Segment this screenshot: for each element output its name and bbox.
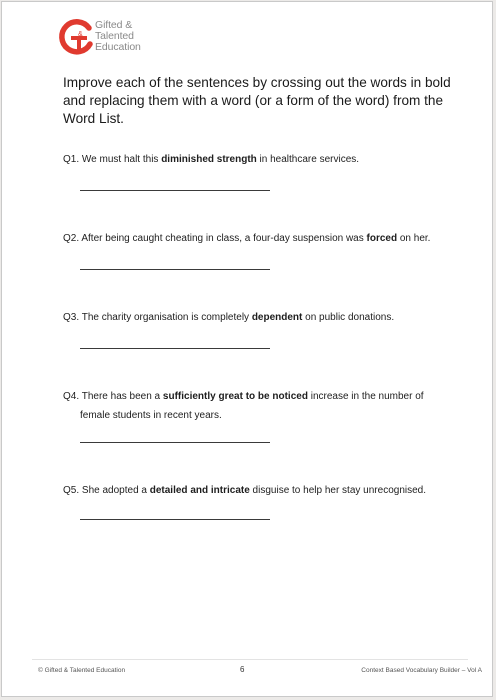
answer-line-1[interactable]: [80, 190, 270, 191]
answer-line-3[interactable]: [80, 348, 270, 349]
question-text-after: disguise to help her stay unrecognised.: [249, 485, 427, 496]
footer-divider: [32, 659, 468, 660]
svg-text:&: &: [78, 31, 83, 38]
question-bold-phrase: detailed and intricate: [149, 485, 250, 496]
instructions: Improve each of the sentences by crossing out the words in bold and replacing them with a word (or a form of the word) from the Word List.: [63, 75, 451, 126]
logo-line-1: Gifted &: [95, 19, 133, 31]
answer-line-2[interactable]: [80, 269, 270, 270]
page-number: 6: [240, 665, 245, 674]
question-text-after: in healthcare services.: [256, 154, 360, 165]
question-3: [63, 308, 394, 327]
question-text-before: We must halt this: [81, 154, 162, 165]
footer-copyright: © Gifted & Talented Education: [38, 667, 126, 674]
answer-line-5[interactable]: [80, 519, 270, 520]
question-text-after: on her.: [397, 233, 431, 244]
question-text-before: There has been a: [81, 391, 163, 402]
logo-line-2: Talented: [95, 30, 134, 42]
question-bold-phrase: diminished strength: [161, 154, 257, 165]
question-number: Q3.: [63, 312, 80, 323]
question-text-before: She adopted a: [81, 485, 150, 496]
question-number: Q2.: [63, 233, 80, 244]
logo-line-3: Education: [95, 41, 141, 53]
answer-line-4[interactable]: [80, 442, 270, 443]
logo: [56, 18, 146, 60]
question-text-before: The charity organisation is completely: [81, 312, 252, 323]
question-text-after: on public donations.: [302, 312, 395, 323]
question-number: Q1.: [63, 154, 80, 165]
question-text-after: increase in the number of: [307, 391, 424, 402]
logo-wordmark: [95, 20, 141, 53]
question-bold-phrase: sufficiently great to be noticed: [162, 391, 308, 402]
question-bold-phrase: forced: [366, 233, 398, 244]
question-1: [63, 150, 359, 169]
footer-book-title: Context Based Vocabulary Builder – Vol A: [361, 667, 482, 674]
worksheet-page: [1, 1, 493, 697]
question-number: Q5.: [63, 485, 80, 496]
logo-mark-icon: [56, 18, 96, 58]
question-2: [63, 229, 430, 248]
question-bold-phrase: dependent: [251, 312, 303, 323]
question-5: [63, 481, 426, 500]
question-number: Q4.: [63, 391, 80, 402]
question-4: [63, 387, 424, 406]
question-4-continuation: female students in recent years.: [80, 410, 222, 421]
question-text-before: After being caught cheating in class, a four-day suspension was: [81, 233, 367, 244]
